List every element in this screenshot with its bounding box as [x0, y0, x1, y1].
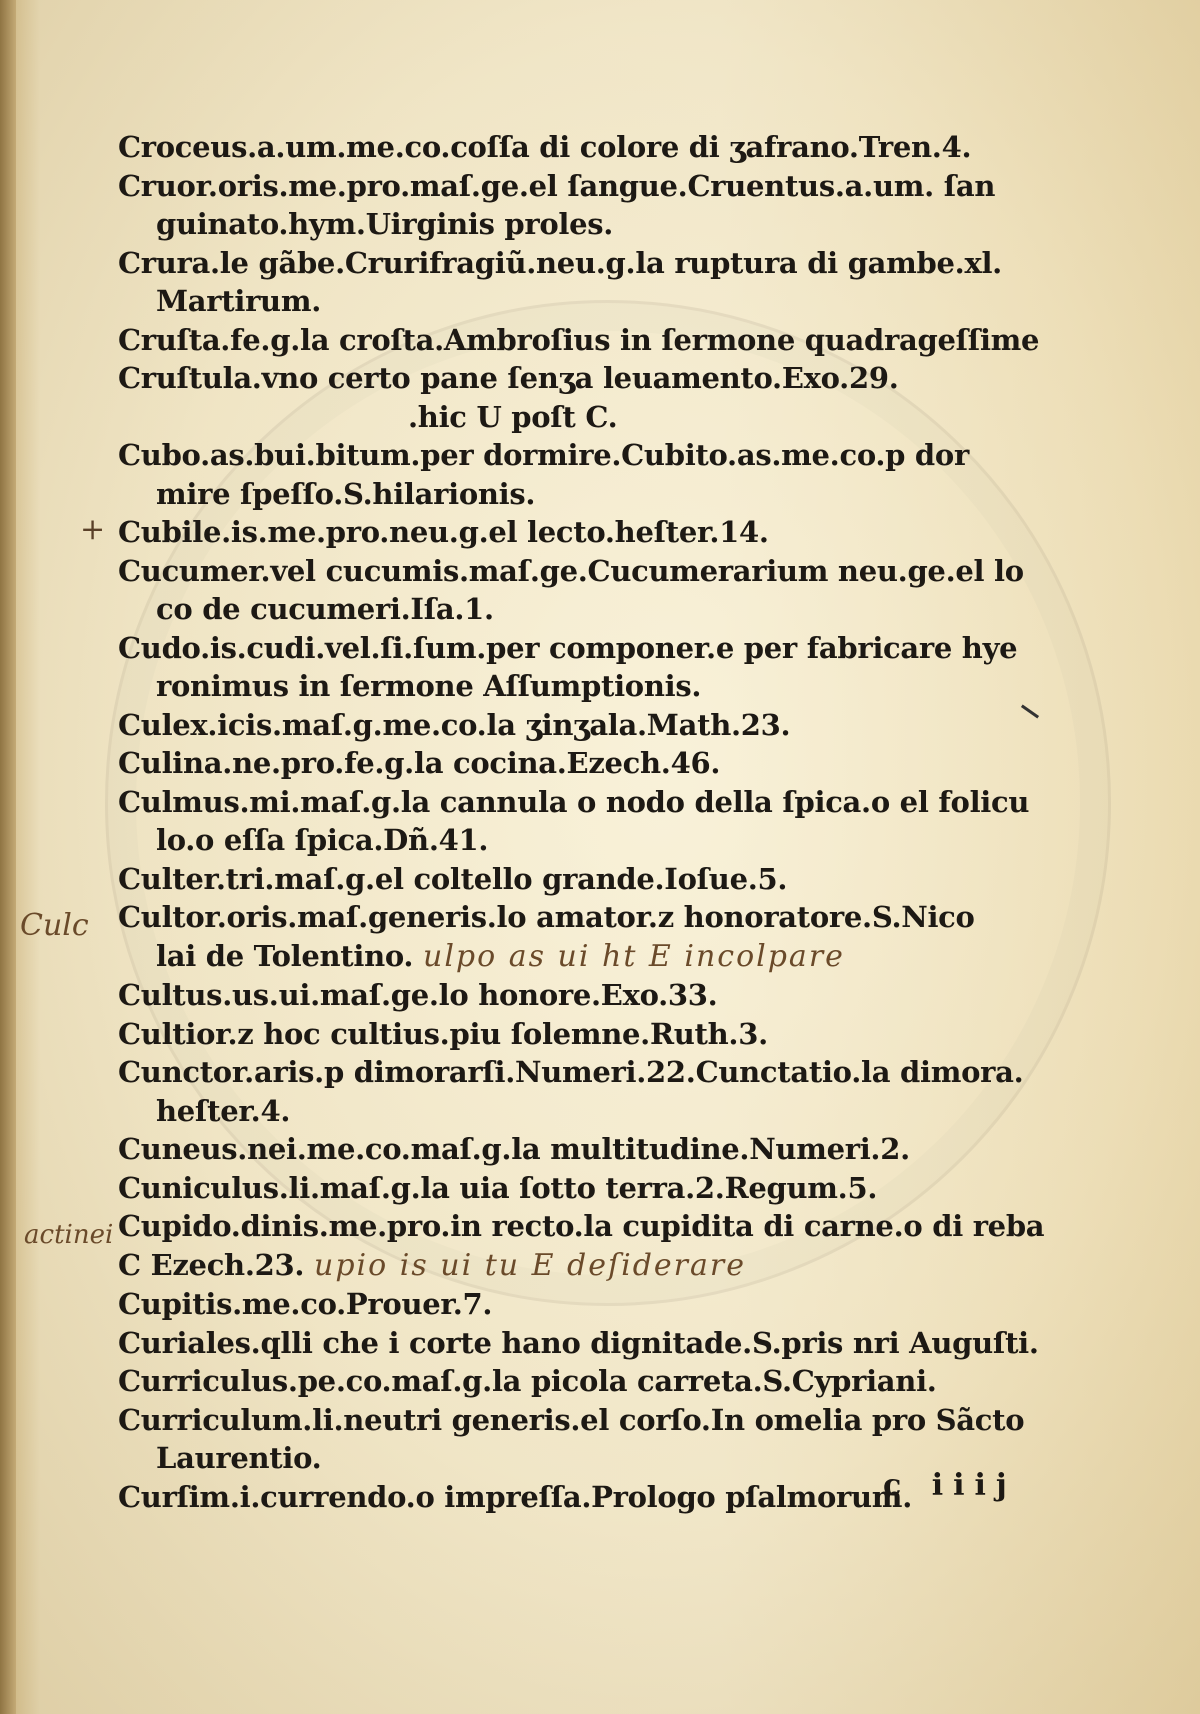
dictionary-line	[118, 937, 998, 977]
dictionary-line	[118, 1207, 1045, 1246]
printed-text: Croceus.a.um.me.co.coſſa di colore di ʒafrano.Tren.4.	[118, 130, 972, 164]
dictionary-line	[118, 205, 998, 244]
printed-text: Cruor.oris.me.pro.maſ.ge.el ſangue.Cruentus.a.um. ſan	[118, 168, 996, 203]
printed-text: Cultior.z hoc cultius.piu ſolemne.Ruth.3.	[118, 1016, 768, 1051]
handwritten-annotation: upio is ui tu E deſiderare	[314, 1247, 746, 1283]
dictionary-line	[118, 860, 998, 899]
printed-text: Curriculum.li.neutri generis.el corſo.In omelia pro Sãcto	[118, 1402, 1025, 1437]
printed-text: ronimus in ſermone Aſſumptionis.	[156, 669, 702, 703]
page-edge	[0, 0, 16, 1714]
dictionary-line	[118, 1324, 1039, 1363]
printed-text: Cruſta.fe.g.la croſta.Ambroſius in ſermone quadrageſſime	[118, 322, 1040, 357]
dictionary-line	[118, 590, 998, 629]
dictionary-line	[118, 398, 998, 437]
printed-text: Cucumer.vel cucumis.maſ.ge.Cucumerarium neu.ge.el lo	[118, 553, 1024, 588]
printed-text: lai de Tolentino.	[156, 938, 414, 973]
printed-text: lo.o eſſa ſpica.Dñ.41.	[156, 823, 489, 857]
dictionary-line	[118, 976, 998, 1015]
dictionary-line	[118, 321, 1040, 360]
printed-text: C Ezech.23.	[118, 1247, 305, 1282]
printed-text: Culter.tri.maſ.g.el coltello grande.Ioſue.5.	[118, 861, 788, 896]
printed-text: Martirum.	[156, 284, 322, 318]
signature-mark: c iiij	[883, 1468, 1017, 1503]
margin-cross-mark: +	[80, 512, 106, 547]
printed-text: Cupitis.me.co.Prouer.7.	[118, 1287, 493, 1321]
printed-text: heſter.4.	[156, 1093, 291, 1128]
dictionary-line	[118, 436, 998, 475]
printed-text: Cudo.is.cudi.vel.ſi.ſum.per componer.e per fabricare hye	[118, 630, 1018, 665]
printed-text: guinato.hym.Uirginis proles.	[156, 207, 614, 241]
dictionary-line	[118, 783, 1030, 822]
dictionary-line	[118, 167, 998, 206]
dictionary-line	[118, 552, 1024, 591]
handwritten-annotation: ulpo as ui ht E incolpare	[423, 938, 845, 974]
dictionary-line	[118, 706, 998, 745]
dictionary-line	[118, 513, 998, 552]
printed-text: Cubile.is.me.pro.neu.g.el lecto.heſter.14.	[118, 515, 769, 549]
printed-text: Curiales.qlli che i corte hano dignitade.S.pris nri Auguſti.	[118, 1325, 1039, 1360]
printed-text: Cuniculus.li.maſ.g.la uia ſotto terra.2.Regum.5.	[118, 1170, 878, 1205]
dictionary-line	[118, 821, 998, 860]
dictionary-line	[118, 667, 998, 706]
dictionary-line	[118, 1439, 998, 1478]
dictionary-line	[118, 898, 998, 937]
printed-text: Cunctor.aris.p dimorarſi.Numeri.22.Cunctatio.la dimora.	[118, 1055, 1024, 1089]
dictionary-text-block	[118, 128, 1045, 1516]
printed-text: Cultus.us.ui.maſ.ge.lo honore.Exo.33.	[118, 978, 718, 1012]
dictionary-line	[118, 1169, 998, 1208]
dictionary-line	[118, 128, 998, 167]
dictionary-line	[118, 1053, 1024, 1092]
dictionary-line	[118, 1401, 1025, 1440]
printed-text: Curriculus.pe.co.maſ.g.la picola carreta.S.Cypriani.	[118, 1364, 937, 1398]
dictionary-line	[118, 1130, 998, 1169]
dictionary-line	[118, 359, 998, 398]
printed-text: Cupido.dinis.me.pro.in recto.la cupidita di carne.o di reba	[118, 1209, 1045, 1243]
dictionary-line	[118, 282, 998, 321]
dictionary-line	[118, 1478, 998, 1517]
printed-text: Cultor.oris.maſ.generis.lo amator.z honoratore.S.Nico	[118, 900, 975, 934]
printed-text: Culmus.mi.maſ.g.la cannula o nodo della ſpica.o el folicu	[118, 784, 1030, 819]
margin-note-left: Culc	[20, 908, 89, 943]
dictionary-line	[118, 475, 998, 514]
printed-text: Culina.ne.pro.fe.g.la cocina.Ezech.46.	[118, 746, 721, 780]
printed-text: Cuneus.nei.me.co.maſ.g.la multitudine.Numeri.2.	[118, 1132, 910, 1166]
margin-note-left: actinei	[24, 1220, 114, 1250]
dictionary-line	[118, 1285, 998, 1324]
dictionary-line	[118, 629, 1018, 668]
dictionary-line	[118, 744, 998, 783]
printed-text: Laurentio.	[156, 1441, 322, 1475]
dictionary-line	[118, 1015, 998, 1054]
printed-text: Cubo.as.bui.bitum.per dormire.Cubito.as.me.co.p dor	[118, 438, 969, 472]
dictionary-line	[118, 1092, 998, 1131]
dictionary-line	[118, 1246, 998, 1286]
printed-text: Culex.icis.maſ.g.me.co.la ʒinʒala.Math.23.	[118, 707, 791, 742]
printed-text: mire ſpeſſo.S.hilarionis.	[156, 476, 536, 511]
dictionary-line	[118, 1362, 998, 1401]
printed-text: Cruſtula.vno certo pane ſenʒa leuamento.Exo.29.	[118, 361, 899, 395]
printed-text: .hic U poſt C.	[408, 399, 618, 434]
printed-text: Crura.le gãbe.Crurifragiũ.neu.g.la ruptura di gambe.xl.	[118, 245, 1002, 280]
dictionary-line	[118, 244, 1002, 283]
printed-text: Curſim.i.currendo.o impreſſa.Prologo pſalmorum.	[118, 1479, 912, 1514]
printed-text: co de cucumeri.Iſa.1.	[156, 592, 494, 626]
